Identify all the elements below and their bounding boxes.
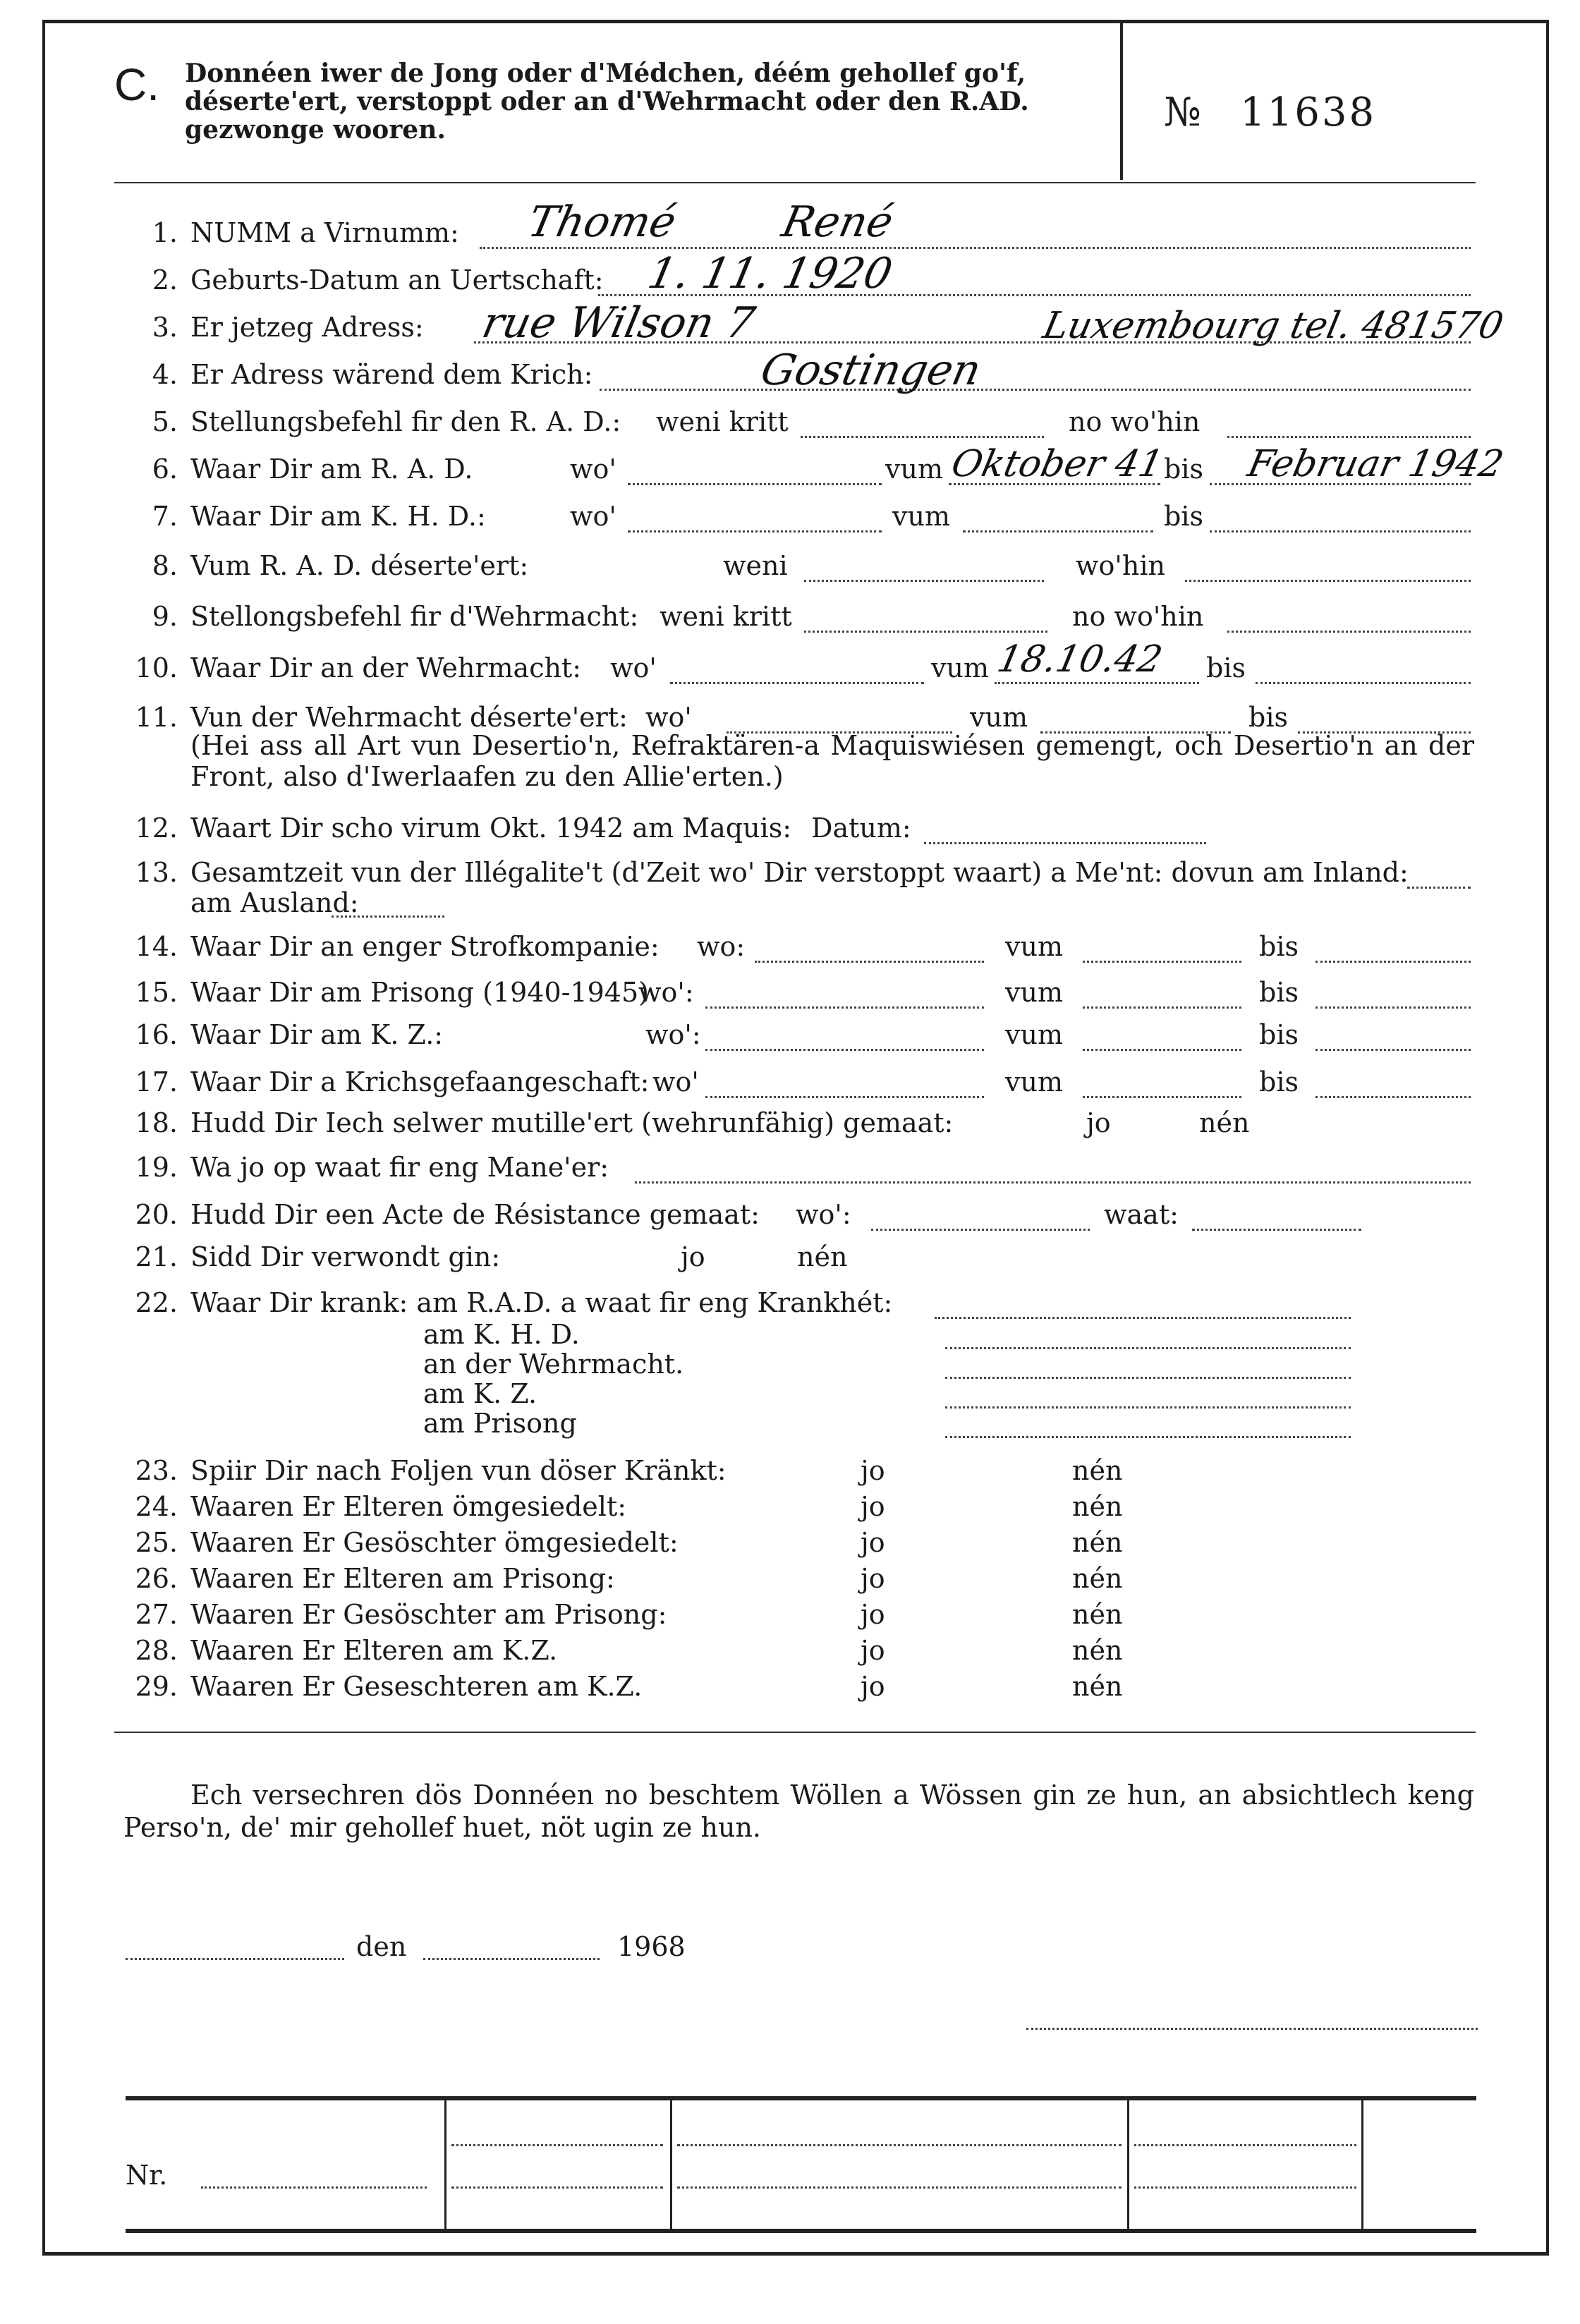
option-no[interactable]: nén (797, 1241, 848, 1272)
form-section-letter: C. (114, 59, 159, 110)
part-label: vum (1005, 1066, 1063, 1097)
part-label: bis (1164, 501, 1203, 532)
field-line[interactable] (1256, 682, 1471, 684)
field-line[interactable] (995, 682, 1199, 684)
field-line[interactable] (1227, 436, 1471, 438)
field-line[interactable] (935, 1317, 1351, 1319)
option-no[interactable]: nén (1199, 1107, 1250, 1138)
part-label: vum (892, 501, 950, 532)
part-label: waat: (1104, 1199, 1179, 1230)
header-rule (114, 182, 1476, 183)
item-15: 15. Waar Dir am Prisong (1940-1945) (135, 977, 649, 1008)
handwritten-firstname: René (777, 197, 898, 247)
option-no[interactable]: nén (1072, 1635, 1123, 1666)
item-27: 27. Waaren Er Gesöschter am Prisong: (135, 1599, 667, 1630)
item-12: 12. Waart Dir scho virum Okt. 1942 am Maquis: (135, 813, 792, 844)
option-yes[interactable]: jo (861, 1599, 885, 1630)
option-yes[interactable]: jo (861, 1671, 885, 1702)
handwritten-wehrmacht-from: 18.10.42 (993, 638, 1166, 681)
item-28: 28. Waaren Er Elteren am K.Z. (135, 1635, 558, 1666)
option-no[interactable]: nén (1072, 1599, 1123, 1630)
part-label: no wo'hin (1072, 601, 1204, 632)
item-24: 24. Waaren Er Elteren ömgesiedelt: (135, 1491, 627, 1522)
signature-field[interactable] (1026, 2028, 1478, 2030)
item-29: 29. Waaren Er Geseschteren am K.Z. (135, 1671, 643, 1702)
numero-sign: № (1164, 90, 1203, 135)
item-17: 17. Waar Dir a Krichsgefaangeschaft: (135, 1066, 650, 1097)
item-19: 19. Wa jo op waat fir eng Mane'er: (135, 1152, 609, 1183)
handwritten-wartime-address: Gostingen (756, 346, 985, 395)
field-line[interactable] (628, 483, 882, 485)
form-number-value: 11638 (1240, 90, 1377, 135)
date-den-label: den (356, 1931, 407, 1962)
item-20: 20. Hudd Dir een Acte de Résistance gemaat: (135, 1199, 760, 1230)
day-field[interactable] (423, 1958, 600, 1960)
item-14: 14. Waar Dir an enger Strofkompanie: (135, 931, 660, 962)
footer-cell-line[interactable] (1134, 2144, 1356, 2146)
item-4: 4. Er Adress wärend dem Krich: (152, 359, 593, 390)
header-divider (1120, 23, 1123, 180)
part-label: wo' (610, 652, 657, 683)
item-16: 16. Waar Dir am K. Z.: (135, 1019, 444, 1050)
option-yes[interactable]: jo (861, 1563, 885, 1594)
item-1: 1. NUMM a Virnumm: (152, 217, 459, 248)
handwritten-surname: Thomé (523, 197, 681, 247)
field-line[interactable] (871, 1229, 1090, 1231)
place-field[interactable] (126, 1958, 344, 1960)
option-no[interactable]: nén (1072, 1563, 1123, 1594)
item-6: 6. Waar Dir am R. A. D. (152, 454, 473, 485)
field-line[interactable] (705, 1096, 984, 1098)
part-label: vum (1005, 977, 1063, 1008)
form-header-title: Donnéen iwer de Jong oder d'Médchen, déém gehollef go'f, déserte'ert, verstoppt oder an d'Wehrmacht oder den R.AD. gezwonge wooren. (185, 59, 1029, 145)
illness-sub-label: am Prisong (423, 1408, 577, 1439)
handwritten-rad-to: Februar 1942 (1244, 443, 1507, 485)
part-label: weni kritt (660, 601, 792, 632)
footer-bottom-rule (126, 2229, 1476, 2233)
part-label: wo': (638, 977, 694, 1008)
part-label: wo' (570, 454, 616, 485)
footer-cell-line[interactable] (451, 2144, 663, 2146)
footer-column-divider (1361, 2098, 1363, 2231)
illness-sub-label: an der Wehrmacht. (423, 1349, 684, 1380)
field-line[interactable] (924, 842, 1206, 844)
field-line[interactable] (801, 436, 1044, 438)
field-line[interactable] (480, 247, 1471, 249)
option-yes[interactable]: jo (1086, 1107, 1111, 1138)
field-line[interactable] (1315, 1049, 1471, 1051)
part-label: wo'hin (1076, 550, 1165, 581)
option-no[interactable]: nén (1072, 1455, 1123, 1486)
footer-cell-line[interactable] (451, 2186, 663, 2189)
part-label: vum (1005, 1019, 1063, 1050)
field-line[interactable] (1185, 580, 1471, 582)
part-label: vum (885, 454, 943, 485)
form-number (1164, 92, 1376, 134)
item-21: 21. Sidd Dir verwondt gin: (135, 1241, 501, 1272)
field-line[interactable] (1083, 1049, 1241, 1051)
item-10: 10. Waar Dir an der Wehrmacht: (135, 652, 582, 683)
field-line[interactable] (804, 631, 1047, 633)
part-label: weni (723, 550, 788, 581)
part-label: bis (1259, 977, 1299, 1008)
option-yes[interactable]: jo (861, 1455, 885, 1486)
date-year: 1968 (617, 1931, 686, 1962)
part-label: wo': (645, 1019, 701, 1050)
field-line[interactable] (628, 530, 882, 533)
footer-nr-label: Nr. (126, 2160, 168, 2191)
part-label: bis (1248, 702, 1288, 733)
handwritten-street: rue Wilson 7 (478, 298, 760, 348)
option-no[interactable]: nén (1072, 1491, 1123, 1522)
item-9: 9. Stellongsbefehl fir d'Wehrmacht: (152, 601, 639, 632)
item-23: 23. Spiir Dir nach Foljen vun döser Kränkt: (135, 1455, 727, 1486)
handwritten-rad-from: Oktober 41 (947, 443, 1167, 485)
field-line[interactable] (705, 1006, 984, 1009)
part-label: weni kritt (656, 406, 789, 437)
handwritten-city-phone: Luxembourg tel. 481570 (1039, 305, 1507, 347)
field-line[interactable] (1192, 1229, 1361, 1231)
part-label: bis (1259, 1019, 1299, 1050)
item-8: 8. Vum R. A. D. déserte'ert: (152, 550, 529, 581)
field-line[interactable] (963, 530, 1153, 533)
item-13: 13. Gesamtzeit vun der Illégalite't (d'Zeit wo' Dir verstoppt waart) a Me'nt: dovun am Inland: (135, 857, 1409, 888)
field-line[interactable] (1083, 961, 1241, 963)
declaration-text: Ech versechren dös Donnéen no beschtem Wöllen a Wössen gin ze hun, an absichtlech keng Perso'n, de' mir gehollef huet, nöt ugin ze hun. (123, 1779, 1474, 1843)
field-line[interactable] (1083, 1096, 1241, 1098)
field-line[interactable] (1210, 530, 1471, 533)
field-line[interactable] (945, 1406, 1351, 1409)
part-label: Datum: (811, 813, 911, 844)
footer-cell-line[interactable] (1134, 2186, 1356, 2189)
field-line[interactable] (1315, 1096, 1471, 1098)
field-line[interactable] (635, 1181, 1471, 1184)
footer-nr-field[interactable] (201, 2186, 427, 2189)
option-no[interactable]: nén (1072, 1527, 1123, 1558)
part-label: bis (1259, 931, 1299, 962)
footer-top-rule (126, 2096, 1476, 2100)
footer-cell-line[interactable] (677, 2144, 1122, 2146)
part-label: bis (1259, 1066, 1299, 1097)
part-label: bis (1206, 652, 1246, 683)
option-yes[interactable]: jo (861, 1491, 885, 1522)
part-label: wo' (570, 501, 616, 532)
field-line[interactable] (945, 1436, 1351, 1438)
part-label: vum (1005, 931, 1063, 962)
illness-sub-label: am K. H. D. (423, 1319, 580, 1350)
item-7: 7. Waar Dir am K. H. D.: (152, 501, 486, 532)
field-line[interactable] (1407, 887, 1471, 889)
part-label: bis (1164, 454, 1203, 485)
field-line[interactable] (945, 1377, 1351, 1379)
item-26: 26. Waaren Er Elteren am Prisong: (135, 1563, 615, 1594)
item-22: 22. Waar Dir krank: am R.A.D. a waat fir eng Krankhét: (135, 1287, 893, 1318)
footer-column-divider (1127, 2098, 1129, 2231)
item-3: 3. Er jetzeg Adress: (152, 312, 424, 343)
field-line[interactable] (670, 682, 924, 684)
field-line[interactable] (1083, 1006, 1241, 1009)
item-11: 11. Vun der Wehrmacht déserte'ert: (135, 702, 628, 733)
footer-column-divider (670, 2098, 672, 2231)
item-13-line2: am Ausland: (190, 887, 359, 918)
option-yes[interactable]: jo (681, 1241, 705, 1272)
handwritten-birthdate: 1. 11. 1920 (643, 249, 897, 298)
part-label: wo: (697, 931, 746, 962)
part-label: no wo'hin (1069, 406, 1201, 437)
section-rule (114, 1732, 1476, 1733)
field-line[interactable] (332, 915, 444, 918)
field-line[interactable] (804, 580, 1044, 582)
item-11-note: (Hei ass all Art vun Desertio'n, Refraktären-a Maquiswiésen gemengt, och Desertio'n an der Front, also d'Iwerlaafen zu den Allie'erten.) (190, 730, 1474, 792)
field-line[interactable] (1227, 631, 1471, 633)
field-line[interactable] (1315, 961, 1471, 963)
option-no[interactable]: nén (1072, 1671, 1123, 1702)
part-label: wo': (796, 1199, 851, 1230)
field-line[interactable] (1315, 1006, 1471, 1009)
part-label: wo' (652, 1066, 699, 1097)
footer-cell-line[interactable] (677, 2186, 1122, 2189)
item-5: 5. Stellungsbefehl fir den R. A. D.: (152, 406, 621, 437)
part-label: vum (970, 702, 1028, 733)
field-line[interactable] (705, 1049, 984, 1051)
option-yes[interactable]: jo (861, 1635, 885, 1666)
item-18: 18. Hudd Dir Iech selwer mutille'ert (wehrunfähig) gemaat: (135, 1107, 954, 1138)
illness-sub-label: am K. Z. (423, 1378, 537, 1409)
field-line[interactable] (755, 961, 984, 963)
option-yes[interactable]: jo (861, 1527, 885, 1558)
part-label: vum (931, 652, 989, 683)
footer-column-divider (444, 2098, 446, 2231)
part-label: wo' (645, 702, 692, 733)
field-line[interactable] (600, 389, 1471, 391)
item-25: 25. Waaren Er Gesöschter ömgesiedelt: (135, 1527, 679, 1558)
field-line[interactable] (945, 1347, 1351, 1349)
item-2: 2. Geburts-Datum an Uertschaft: (152, 264, 604, 296)
